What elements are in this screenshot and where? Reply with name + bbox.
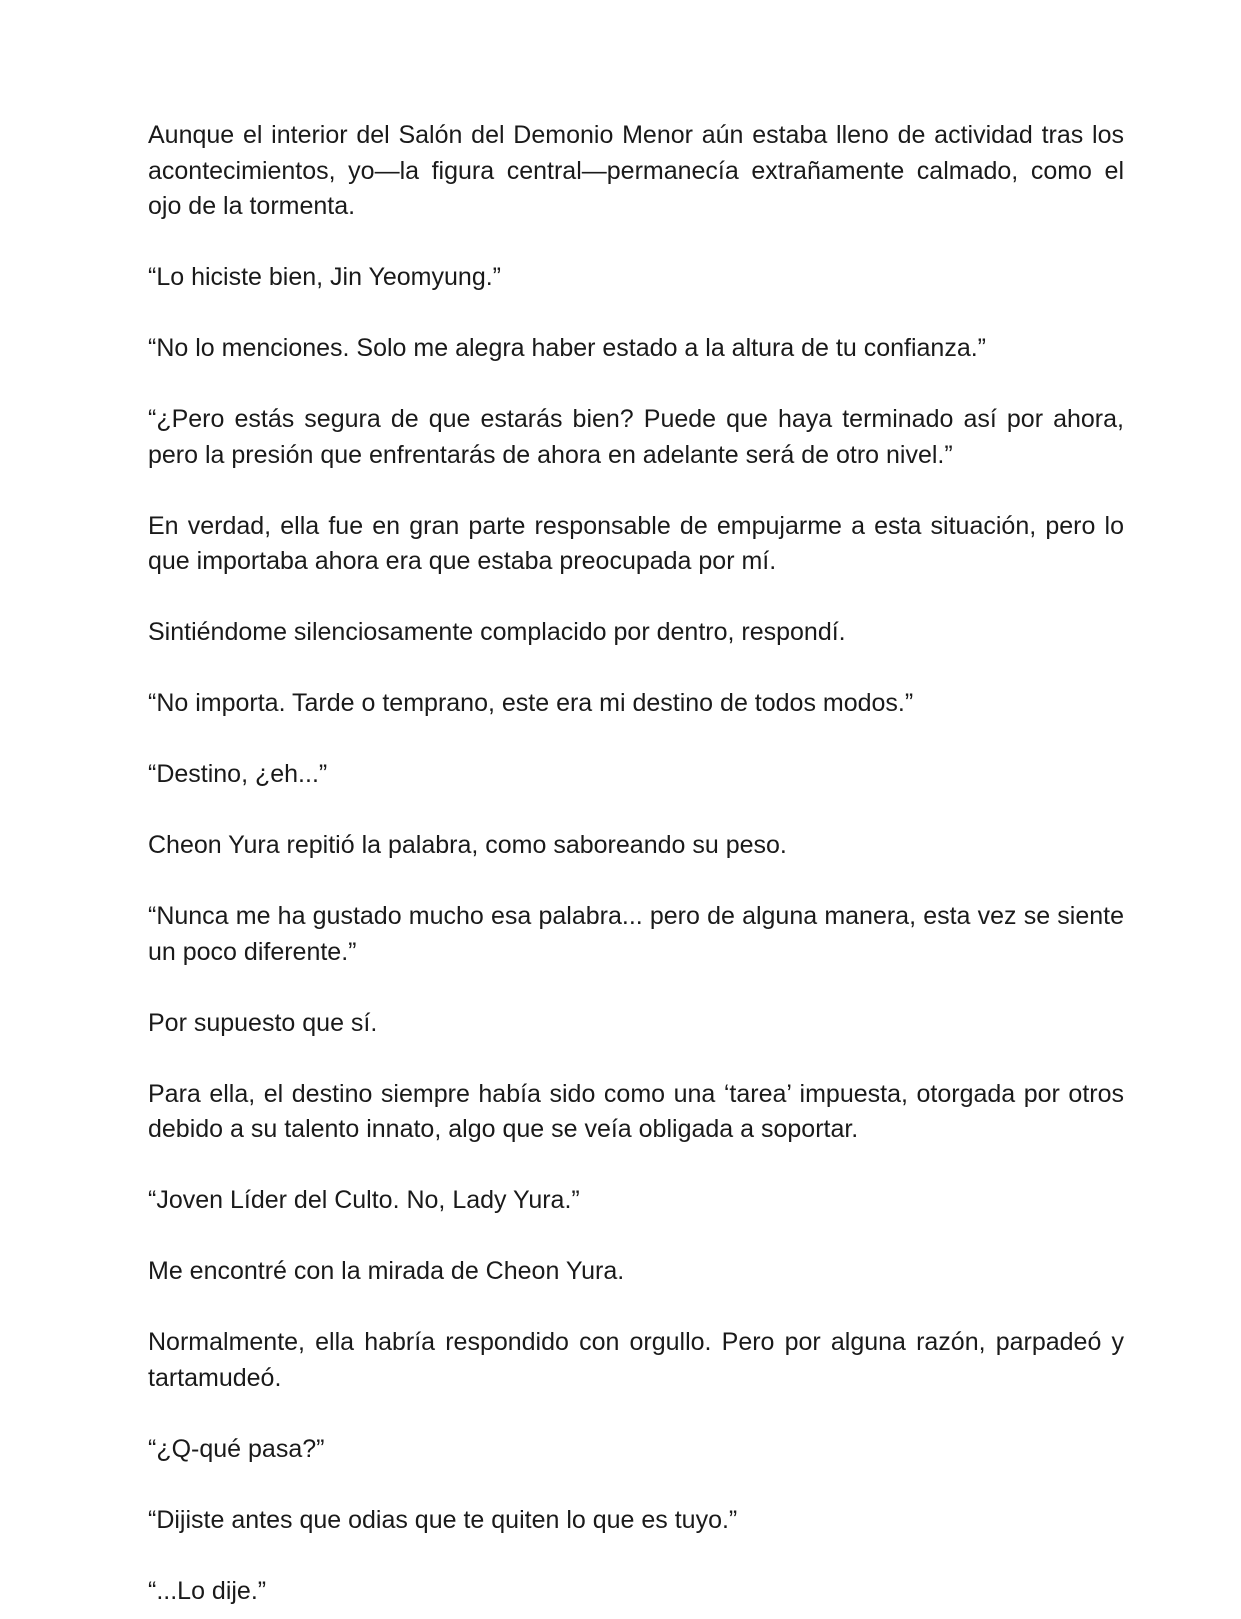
paragraph: Por supuesto que sí. bbox=[148, 1008, 378, 1037]
paragraph: “Lo hiciste bien, Jin Yeomyung.” bbox=[148, 263, 501, 291]
paragraph: “Joven Líder del Culto. No, Lady Yura.” bbox=[148, 1186, 580, 1214]
paragraph: Aunque el interior del Salón del Demonio Menor aún estaba lleno de actividad tras los acontecimientos, yo—la figura central—permanecía extrañamente calmado, como el ojo de la tormenta. bbox=[148, 121, 1124, 220]
paragraph: “...Lo dije.” bbox=[148, 1576, 267, 1605]
paragraph: En verdad, ella fue en gran parte responsable de empujarme a esta situación, pero lo que importaba ahora era que estaba preocupada por mí. bbox=[148, 511, 1124, 575]
paragraph: “¿Pero estás segura de que estarás bien? Puede que haya terminado así por ahora, pero la presión que enfrentarás de ahora en adelante será de otro nivel.” bbox=[148, 405, 1124, 469]
document-body bbox=[148, 118, 1124, 1609]
paragraph: “No importa. Tarde o temprano, este era mi destino de todos modos.” bbox=[148, 689, 914, 717]
paragraph: Cheon Yura repitió la palabra, como saboreando su peso. bbox=[148, 831, 787, 859]
paragraph: “Destino, ¿eh...” bbox=[148, 760, 328, 788]
paragraph: “¿Q-qué pasa?” bbox=[148, 1434, 325, 1463]
paragraph: Sintiéndome silenciosamente complacido por dentro, respondí. bbox=[148, 618, 846, 646]
paragraph: Me encontré con la mirada de Cheon Yura. bbox=[148, 1257, 625, 1285]
paragraph: “No lo menciones. Solo me alegra haber estado a la altura de tu confianza.” bbox=[148, 334, 986, 362]
paragraph: Normalmente, ella habría respondido con orgullo. Pero por alguna razón, parpadeó y tartamudeó. bbox=[148, 1328, 1124, 1392]
paragraph: Para ella, el destino siempre había sido como una ‘tarea’ impuesta, otorgada por otros debido a su talento innato, algo que se veía obligada a soportar. bbox=[148, 1079, 1124, 1143]
paragraph: “Nunca me ha gustado mucho esa palabra... pero de alguna manera, esta vez se siente un poco diferente.” bbox=[148, 902, 1124, 966]
paragraph: “Dijiste antes que odias que te quiten lo que es tuyo.” bbox=[148, 1505, 738, 1534]
